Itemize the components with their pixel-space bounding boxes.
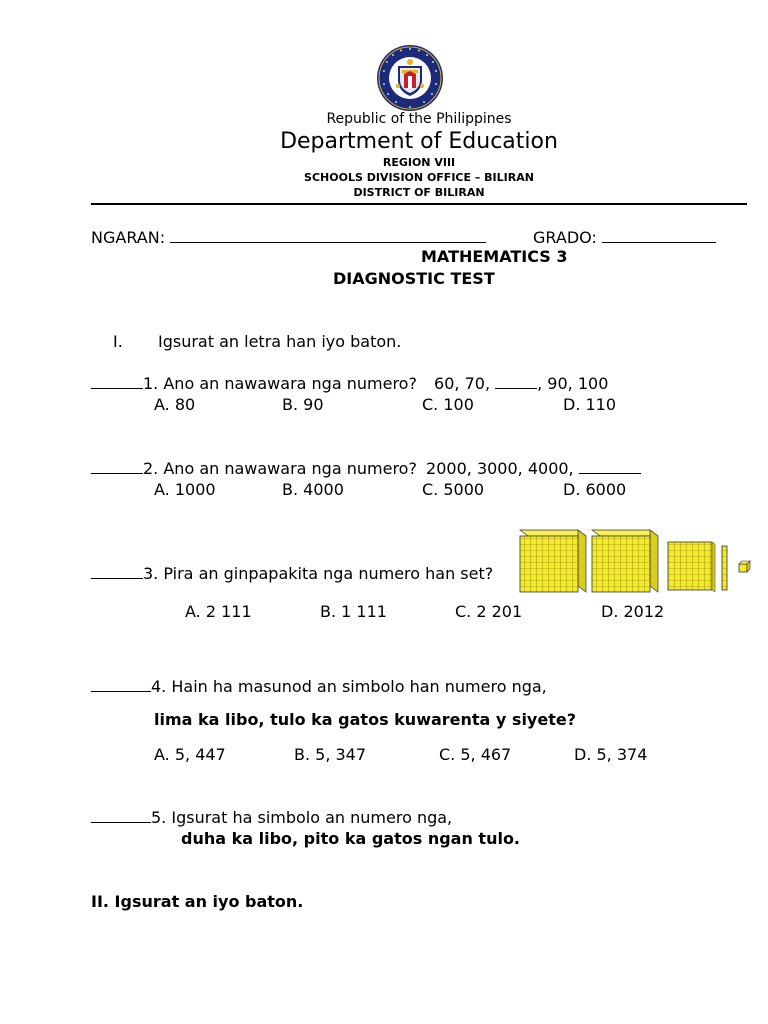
district-text: DISTRICT OF BILIRAN bbox=[353, 186, 485, 199]
part2-heading: II. Igsurat an iyo baton. bbox=[91, 892, 304, 911]
name-blank[interactable] bbox=[170, 241, 486, 243]
choice-a: A. 5, 447 bbox=[154, 745, 226, 764]
part1-instruction: Igsurat an letra han iyo baton. bbox=[158, 332, 402, 351]
base-ten-blocks-image bbox=[518, 526, 758, 596]
question-5-words: duha ka libo, pito ka gatos ngan tulo. bbox=[181, 829, 521, 848]
question-3-prompt: 3. Pira an ginpapakita nga numero han set? bbox=[143, 564, 494, 583]
choice-b: B. 4000 bbox=[282, 480, 344, 499]
question-3 bbox=[91, 564, 519, 583]
hundred-flat bbox=[668, 542, 715, 592]
question-4-prompt: 4. Hain ha masunod an simbolo han numero nga, bbox=[151, 677, 547, 696]
name-row bbox=[91, 228, 486, 247]
choice-b: B. 5, 347 bbox=[294, 745, 367, 764]
answer-blank-2[interactable] bbox=[91, 472, 143, 474]
question-4-words: lima ka libo, tulo ka gatos kuwarenta y siyete? bbox=[154, 710, 576, 729]
header-divider bbox=[91, 203, 747, 205]
deped-seal bbox=[376, 44, 444, 112]
thousand-cube-1 bbox=[520, 530, 586, 592]
question-1 bbox=[91, 374, 608, 393]
question-4 bbox=[91, 677, 547, 696]
question-1-sequence-b: , 90, 100 bbox=[537, 374, 609, 393]
question-5-prompt: 5. Igsurat ha simbolo an numero nga, bbox=[151, 808, 453, 827]
choice-c: C. 5000 bbox=[422, 480, 485, 499]
subject-title: MATHEMATICS 3 bbox=[421, 247, 568, 266]
choice-d: D. 5, 374 bbox=[574, 745, 648, 764]
question-2-prompt: 2. Ano an nawawara nga numero? bbox=[143, 459, 417, 478]
test-title: DIAGNOSTIC TEST bbox=[333, 269, 495, 288]
region-text: REGION VIII bbox=[382, 156, 456, 169]
question-2 bbox=[91, 459, 641, 478]
sequence-blank-2[interactable] bbox=[579, 472, 641, 474]
choice-a: A. 2 111 bbox=[185, 602, 252, 621]
choice-b: B. 1 111 bbox=[320, 602, 387, 621]
sequence-blank-1[interactable] bbox=[495, 387, 537, 389]
one-cube bbox=[739, 561, 750, 572]
choice-c: C. 5, 467 bbox=[439, 745, 512, 764]
choice-d: D. 110 bbox=[563, 395, 617, 414]
thousand-cube-2 bbox=[592, 530, 658, 592]
choice-c: C. 2 201 bbox=[455, 602, 523, 621]
question-1-prompt: 1. Ano an nawawara nga numero? bbox=[143, 374, 417, 393]
answer-blank-1[interactable] bbox=[91, 387, 143, 389]
grade-row bbox=[533, 228, 716, 247]
answer-blank-4[interactable] bbox=[91, 690, 151, 692]
question-2-sequence: 2000, 3000, 4000, bbox=[426, 459, 574, 478]
answer-blank-3[interactable] bbox=[91, 577, 143, 579]
department-title: Department of Education bbox=[280, 129, 558, 154]
question-5 bbox=[91, 808, 452, 827]
grade-label: GRADO: bbox=[533, 228, 597, 247]
choice-a: A. 1000 bbox=[154, 480, 216, 499]
choice-c: C. 100 bbox=[422, 395, 474, 414]
part1-numeral: I. bbox=[113, 332, 123, 351]
grade-blank[interactable] bbox=[602, 241, 716, 243]
choice-d: D. 6000 bbox=[563, 480, 627, 499]
name-label: NGARAN: bbox=[91, 228, 166, 247]
answer-blank-5[interactable] bbox=[91, 821, 151, 823]
choice-d: D. 2012 bbox=[601, 602, 665, 621]
ten-rod bbox=[722, 546, 727, 590]
question-1-sequence-a: 60, 70, bbox=[434, 374, 491, 393]
division-text: SCHOOLS DIVISION OFFICE – BILIRAN bbox=[304, 171, 534, 184]
choice-b: B. 90 bbox=[282, 395, 324, 414]
choice-a: A. 80 bbox=[154, 395, 196, 414]
republic-text: Republic of the Philippines bbox=[326, 111, 512, 127]
